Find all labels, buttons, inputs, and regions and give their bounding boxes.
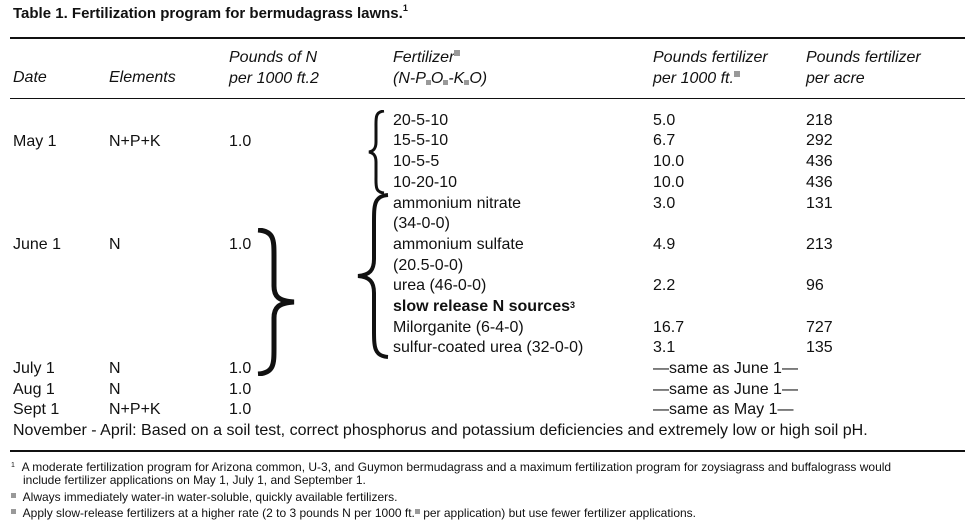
july-elements: N xyxy=(109,360,121,377)
header-elements: Elements xyxy=(109,69,176,86)
may-row-fert: 15-5-10 xyxy=(393,132,449,149)
may-pounds-n: 1.0 xyxy=(229,133,252,150)
june-row-acre: 213 xyxy=(806,236,833,253)
june-date: June 1 xyxy=(13,236,62,253)
june-row-fert: sulfur-coated urea (32-0-0) xyxy=(393,339,584,356)
slow-release-heading: slow release N sources$^3$ xyxy=(393,298,575,315)
note-mark-icon xyxy=(454,50,460,56)
schedule-brace-icon xyxy=(254,228,300,376)
may-elements: N+P+K xyxy=(109,133,161,150)
aug-date: Aug 1 xyxy=(13,381,55,398)
june-row-fert: (20.5-0-0) xyxy=(393,257,464,274)
june-row-fert: (34-0-0) xyxy=(393,215,450,232)
june-fert-brace-icon xyxy=(352,193,392,359)
sept-pounds-n: 1.0 xyxy=(229,401,252,418)
sept-elements: N+P+K xyxy=(109,401,161,418)
note-mark-icon xyxy=(11,509,16,514)
june-row-per1000: 3.1 xyxy=(653,339,676,356)
footnote-2: Always immediately water-in water-soluble, quickly available fertilizers. xyxy=(11,491,397,504)
june-row-per1000: 16.7 xyxy=(653,319,685,336)
november-note: November - April: Based on a soil test, correct phosphorus and potassium deficiencies and extremely low or high soil pH. xyxy=(13,422,868,439)
may-row-acre: 436 xyxy=(806,174,833,191)
may-row-acre: 218 xyxy=(806,112,833,129)
footnote-3: Apply slow-release fertilizers at a higher rate (2 to 3 pounds N per 1000 ft. per application) but use fewer fertilizer applications. xyxy=(11,507,696,520)
may-row-per1000: 10.0 xyxy=(653,153,685,170)
top-rule xyxy=(10,37,965,39)
may-brace-icon xyxy=(366,110,388,194)
june-row-fert: ammonium sulfate xyxy=(393,236,524,253)
note-mark-icon xyxy=(11,493,16,498)
bottom-rule xyxy=(10,450,965,452)
table-title: Table 1. Fertilization program for bermudagrass lawns.$^1$ xyxy=(13,3,408,22)
june-row-per1000: 2.2 xyxy=(653,277,676,294)
june-pounds-n: 1.0 xyxy=(229,236,252,253)
may-row-fert: 10-5-5 xyxy=(393,153,440,170)
may-date: May 1 xyxy=(13,133,57,150)
july-note: —same as June 1— xyxy=(653,360,798,377)
may-row-per1000: 10.0 xyxy=(653,174,685,191)
june-elements: N xyxy=(109,236,121,253)
aug-note: —same as June 1— xyxy=(653,381,798,398)
sept-date: Sept 1 xyxy=(13,401,60,418)
footnote-1: $^1$ A moderate fertilization program for Arizona common, U-3, and Guymon bermudagrass and a maximum fertilization program for zoysiagrass and buffalograss would include fertilizer applications on May 1, July 1, and September 1. xyxy=(11,460,892,487)
may-row-fert: 20-5-10 xyxy=(393,112,449,129)
header-lbs-per-1000: Pounds fertilizer per 1000 ft. xyxy=(653,49,768,87)
june-row-fert: urea (46-0-0) xyxy=(393,277,487,294)
header-date: Date xyxy=(13,69,47,86)
header-lbs-per-acre: Pounds fertilizer per acre xyxy=(806,49,921,87)
june-row-per1000: 4.9 xyxy=(653,236,676,253)
june-row-fert: ammonium nitrate xyxy=(393,195,522,212)
june-row-acre: 96 xyxy=(806,277,824,294)
header-pounds-n: Pounds of N per 1000 ft.2 xyxy=(229,49,319,87)
july-pounds-n: 1.0 xyxy=(229,360,252,377)
may-row-fert: 10-20-10 xyxy=(393,174,458,191)
june-row-acre: 727 xyxy=(806,319,833,336)
header-rule xyxy=(10,98,965,99)
aug-pounds-n: 1.0 xyxy=(229,381,252,398)
june-row-fert: Milorganite (6-4-0) xyxy=(393,319,524,336)
june-row-acre: 135 xyxy=(806,339,833,356)
july-date: July 1 xyxy=(13,360,55,377)
sept-note: —same as May 1— xyxy=(653,401,794,418)
header-fertilizer: Fertilizer (N-P O -K O) xyxy=(393,49,488,87)
june-row-acre: 131 xyxy=(806,195,833,212)
aug-elements: N xyxy=(109,381,121,398)
may-row-per1000: 6.7 xyxy=(653,132,676,149)
may-row-acre: 292 xyxy=(806,132,833,149)
may-row-acre: 436 xyxy=(806,153,833,170)
note-mark-icon xyxy=(734,71,740,77)
june-row-per1000: 3.0 xyxy=(653,195,676,212)
may-row-per1000: 5.0 xyxy=(653,112,676,129)
